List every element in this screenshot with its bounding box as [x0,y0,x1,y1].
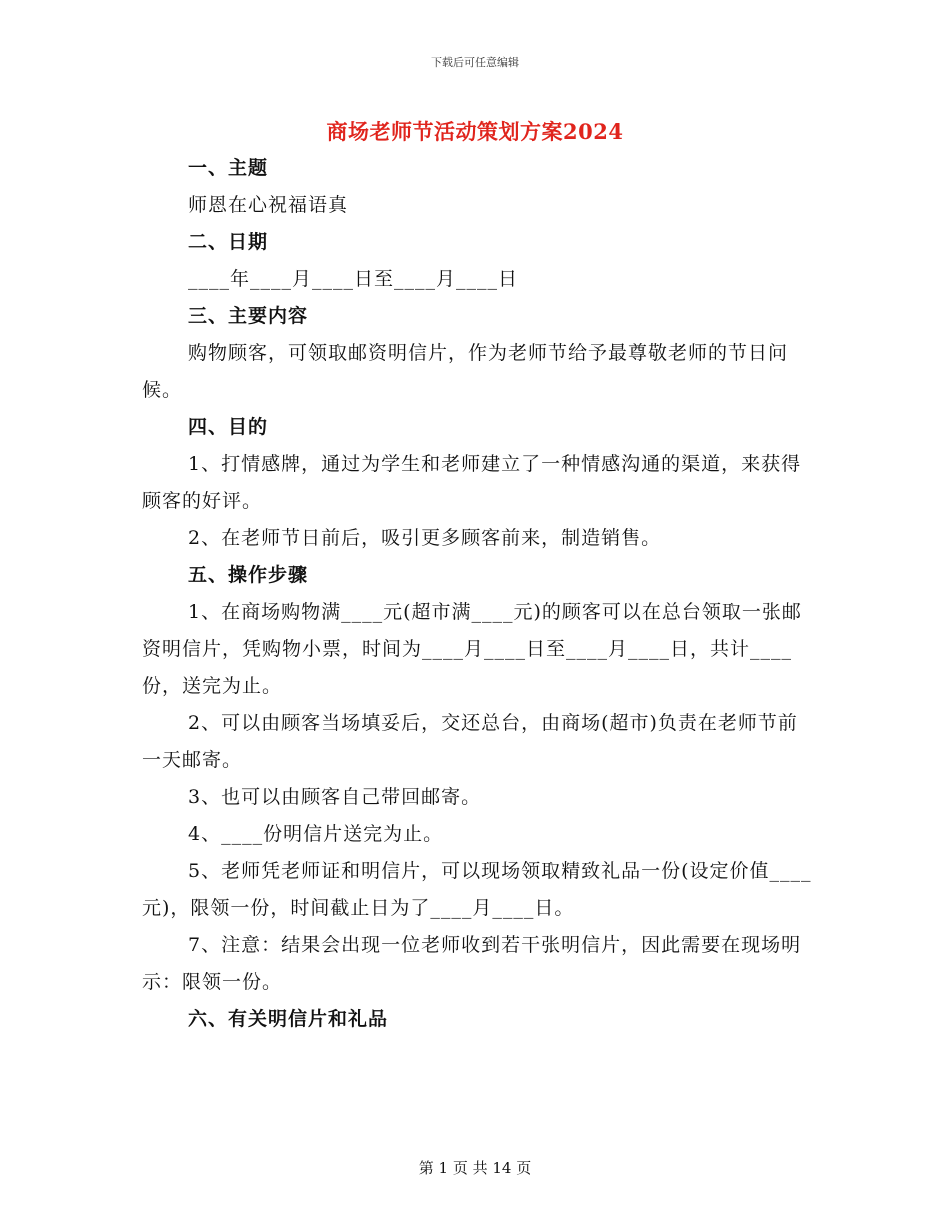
section-heading-steps: 五、操作步骤 [188,564,309,586]
header-note: 下载后可任意编辑 [431,56,519,69]
step-item-5: 5、老师凭老师证和明信片，可以现场领取精致礼品一份(设定价值____元)，限领一份，时间截止日为了____月____日。 [142,860,812,919]
document-body [142,150,812,1038]
section-heading-theme: 一、主题 [188,157,269,179]
step-item-2: 2、可以由顾客当场填妥后，交还总台，由商场(超市)负责在老师节前一天邮寄。 [142,712,798,771]
section-text-theme: 师恩在心祝福语真 [188,194,349,216]
purpose-item-1: 1、打情感牌，通过为学生和老师建立了一种情感沟通的渠道，来获得顾客的好评。 [142,453,802,512]
step-item-1: 1、在商场购物满____元(超市满____元)的顾客可以在总台领取一张邮资明信片，凭购物小票，时间为____月____日至____月____日，共计____份，送完为止。 [142,601,802,697]
step-item-7: 7、注意：结果会出现一位老师收到若干张明信片，因此需要在现场明示：限领一份。 [142,934,802,993]
step-item-3: 3、也可以由顾客自己带回邮寄。 [188,786,482,808]
purpose-item-2: 2、在老师节日前后，吸引更多顾客前来，制造销售。 [188,527,662,549]
section-heading-purpose: 四、目的 [188,416,269,438]
document-title: 商场老师节活动策划方案2024 [326,119,624,144]
section-heading-postcards: 六、有关明信片和礼品 [188,1008,389,1030]
step-item-4: 4、____份明信片送完为止。 [188,823,444,845]
page-footer: 第 1 页 共 14 页 [418,1159,532,1177]
section-heading-date: 二、日期 [188,231,269,253]
section-text-content: 购物顾客，可领取邮资明信片，作为老师节给予最尊敬老师的节日问候。 [142,342,789,401]
section-text-date: ____年____月____日至____月____日 [188,268,519,290]
section-heading-content: 三、主要内容 [188,305,309,327]
